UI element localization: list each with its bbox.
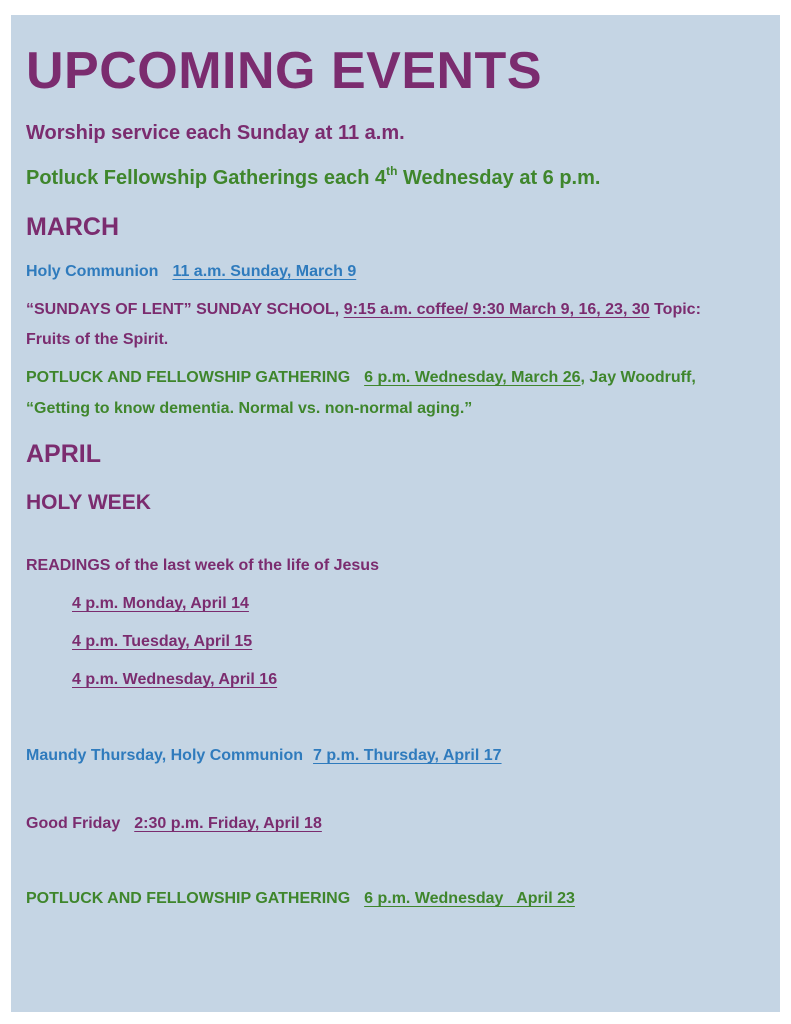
march-communion-label: Holy Communion [26, 263, 159, 280]
march-potluck-label: POTLUCK AND FELLOWSHIP GATHERING [26, 369, 351, 386]
april-potluck-label: POTLUCK AND FELLOWSHIP GATHERING [26, 890, 351, 907]
potluck-general-sup: th [386, 164, 398, 178]
lent-school-topic: Fruits of the Spirit. [26, 331, 169, 348]
maundy-thursday-line [26, 747, 502, 765]
march-communion-time: 11 a.m. Sunday, March 9 [172, 263, 357, 280]
good-friday-line [26, 815, 322, 833]
march-heading: MARCH [26, 213, 120, 241]
march-potluck-topic: “Getting to know dementia. Normal vs. non-normal aging.” [26, 400, 473, 417]
maundy-thursday-label: Maundy Thursday, Holy Communion [26, 747, 304, 764]
reading-item: 4 p.m. Wednesday, April 16 [72, 671, 278, 688]
reading-item: 4 p.m. Monday, April 14 [72, 595, 249, 612]
march-potluck-time: 6 p.m. Wednesday, March 26 [364, 369, 581, 386]
page-title: UPCOMING EVENTS [26, 42, 542, 100]
holy-week-heading: HOLY WEEK [26, 491, 151, 514]
april-potluck-time: 6 p.m. Wednesday April 23 [364, 890, 575, 907]
reading-item: 4 p.m. Tuesday, April 15 [72, 633, 253, 650]
march-communion-line [26, 263, 356, 281]
events-flyer [11, 15, 780, 1012]
potluck-general-pre: Potluck Fellowship Gatherings each 4 [26, 167, 387, 189]
potluck-general-post: Wednesday at 6 p.m. [397, 167, 601, 189]
april-potluck-line [26, 890, 575, 908]
lent-school-label: “SUNDAYS OF LENT” SUNDAY SCHOOL, [26, 301, 344, 318]
lent-school-topic-a: Topic: [649, 301, 701, 318]
worship-service-line: Worship service each Sunday at 11 a.m. [26, 122, 405, 144]
readings-label: READINGS of the last week of the life of Jesus [26, 557, 379, 574]
potluck-general-line [26, 164, 601, 190]
maundy-thursday-time: 7 p.m. Thursday, April 17 [313, 747, 502, 764]
lent-school-time: 9:15 a.m. coffee/ 9:30 March 9, 16, 23, 30 [343, 301, 650, 318]
april-heading: APRIL [26, 440, 101, 468]
good-friday-label: Good Friday [26, 815, 121, 832]
good-friday-time: 2:30 p.m. Friday, April 18 [134, 815, 322, 832]
lent-school-line [26, 301, 701, 319]
march-potluck-line [26, 369, 696, 387]
march-potluck-speaker: , Jay Woodruff, [580, 369, 696, 386]
